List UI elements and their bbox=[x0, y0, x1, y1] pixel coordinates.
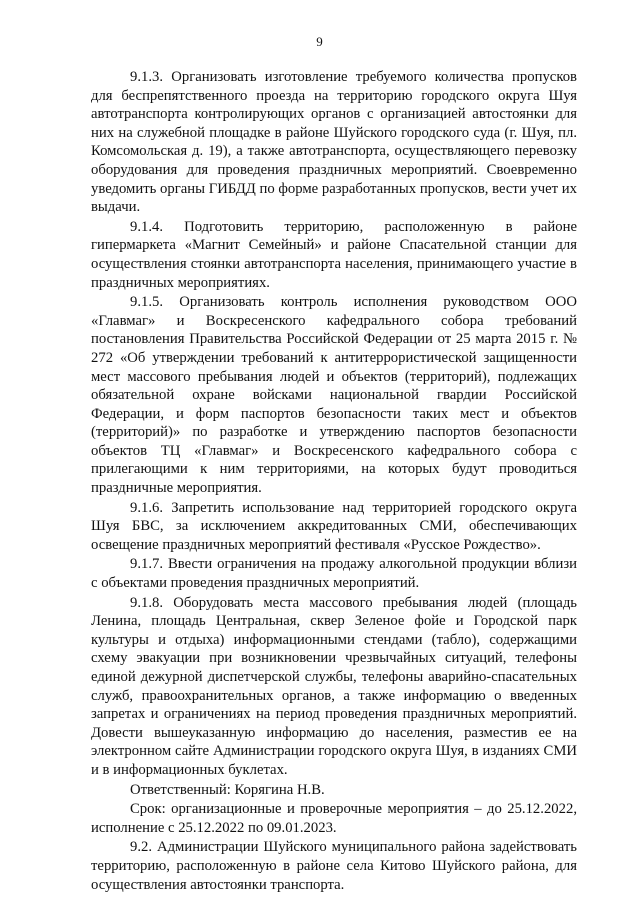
paragraph-9-1-8: 9.1.8. Оборудовать места массового пребывания людей (площадь Ленина, площадь Центральная, сквер Зеленое фойе и Городской парк культуры и отдыха) информационными стендами (табло), содержащими схему эвакуации при возникновении чрезвычайных ситуаций, телефоны единой дежурной диспетчерской службы, телефоны аварийно-спасательных служб, правоохранительных органов, а также информацию о введенных запретах и ограничениях на период проведения праздничных мероприятий. Довести вышеуказанную информацию до населения, разместив ее на электронном сайте Администрации городского округа Шуя, в изданиях СМИ и в информационных буклетах. bbox=[91, 594, 577, 778]
paragraph-9-2: 9.2. Администрации Шуйского муниципального района задействовать территорию, расположенную в районе села Китово Шуйского района, для осуществления автостоянки транспорта. bbox=[91, 839, 577, 893]
document-body bbox=[91, 68, 577, 894]
paragraph-9-1-6: 9.1.6. Запретить использование над территорией городского округа Шуя БВС, за исключением аккредитованных СМИ, обеспечивающих освещение праздничных мероприятий фестиваля «Русское Рождество». bbox=[91, 499, 577, 553]
responsible-person: Ответственный: Корягина Н.В. bbox=[130, 781, 325, 798]
paragraph-9-1-7: 9.1.7. Ввести ограничения на продажу алкогольной продукции вблизи с объектами проведения праздничных мероприятий. bbox=[91, 556, 577, 592]
page-number: 9 bbox=[316, 34, 323, 49]
deadline: Срок: организационные и проверочные мероприятия – до 25.12.2022, исполнение с 25.12.2022 по 09.01.2023. bbox=[91, 801, 577, 836]
paragraph-9-1-3: 9.1.3. Организовать изготовление требуемого количества пропусков для беспрепятственного проезда на территорию городского округа Шуя автотранспорта контролирующих органов с организацией автостоянки для них на служебной площадке в районе Шуйского городского суда (г. Шуя, пл. Комсомольская д. 19), а также автотранспорта, осуществляющего перевозку оборудования для проведения праздничных мероприятий. Своевременно уведомить органы ГИБДД по форме разработанных пропусков, вести учет их выдачи. bbox=[91, 69, 577, 216]
paragraph-9-1-4: 9.1.4. Подготовить территорию, расположенную в районе гипермаркета «Магнит Семейный» и районе Спасательной станции для осуществления стоянки автотранспорта населения, принимающего участие в праздничных мероприятиях. bbox=[91, 218, 577, 291]
paragraph-9-1-5: 9.1.5. Организовать контроль исполнения руководством ООО «Главмаг» и Воскресенского кафедрального собора требований постановления Правительства Российской Федерации от 25 марта 2015 г. № 272 «Об утверждении требований к антитеррористической защищенности мест массового пребывания людей и объектов (территорий), подлежащих обязательной охране войсками национальной гвардии Российской Федерации, и форм паспортов безопасности таких мест и объектов (территорий)» по разработке и утверждению паспортов безопасности объектов ТЦ «Главмаг» и Воскресенского кафедрального собора с прилегающими к ним территориями, на которых будут проводиться праздничные мероприятия. bbox=[91, 294, 577, 497]
